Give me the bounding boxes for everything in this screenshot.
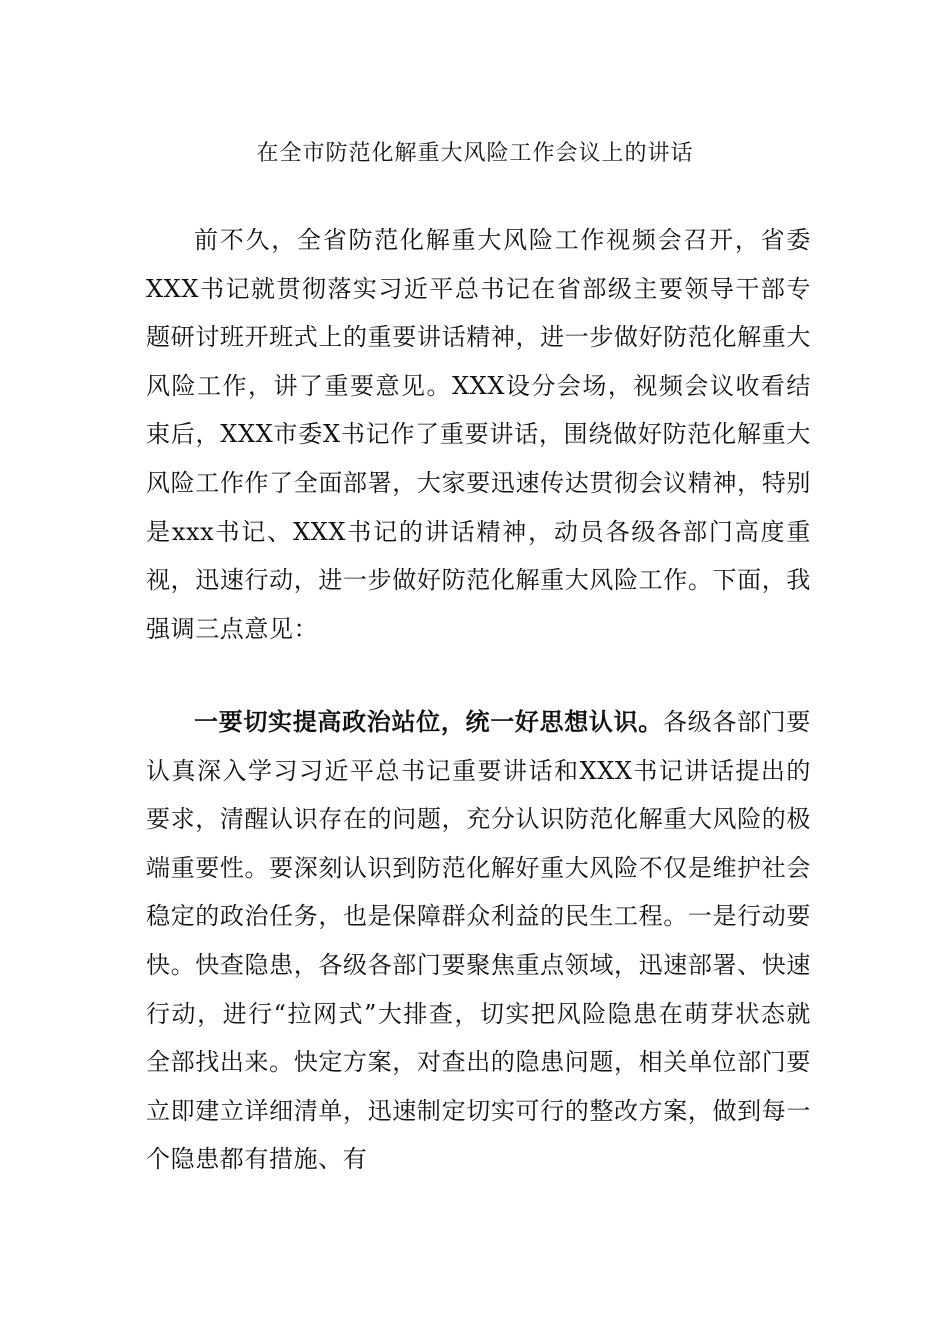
paragraph-intro: 前不久，全省防范化解重大风险工作视频会召开，省委XXX书记就贯彻落实习近平总书记在省部级主要领导干部专题研讨班开班式上的重要讲话精神，进一步做好防范化解重大风险工作，讲了重要意见。XXX设分会场，视频会议收看结束后，XXX市委X书记作了重要讲话，围绕做好防范化解重大风险工作作了全面部署，大家要迅速传达贯彻会议精神，特别是xxx书记、XXX书记的讲话精神，动员各级各部门高度重视，迅速行动，进一步做好防范化解重大风险工作。下面，我强调三点意见： — [146, 226, 811, 643]
paragraph-point-one-body: 各级各部门要认真深入学习习近平总书记重要讲话和XXX书记讲话提出的要求，清醒认识存在的问题，充分认识防范化解重大风险的极端重要性。要深刻认识到防范化解好重大风险不仅是维护社会稳定的政治任务，也是保障群众利益的民生工程。一是行动要快。快查隐患，各级各部门要聚焦重点领域，迅速部署、快速行动，进行“拉网式”大排查，切实把风险隐患在萌芽状态就全部找出来。快定方案，对查出的隐患问题，相关单位部门要立即建立详细清单，迅速制定切实可行的整改方案，做到每一个隐患都有措施、有 — [146, 708, 811, 1174]
paragraph-point-one — [146, 698, 811, 1184]
document-title: 在全市防范化解重大风险工作会议上的讲话 — [256, 141, 694, 166]
paragraph-point-one-heading: 一要切实提高政治站位，统一好思想认识。 — [194, 707, 663, 736]
